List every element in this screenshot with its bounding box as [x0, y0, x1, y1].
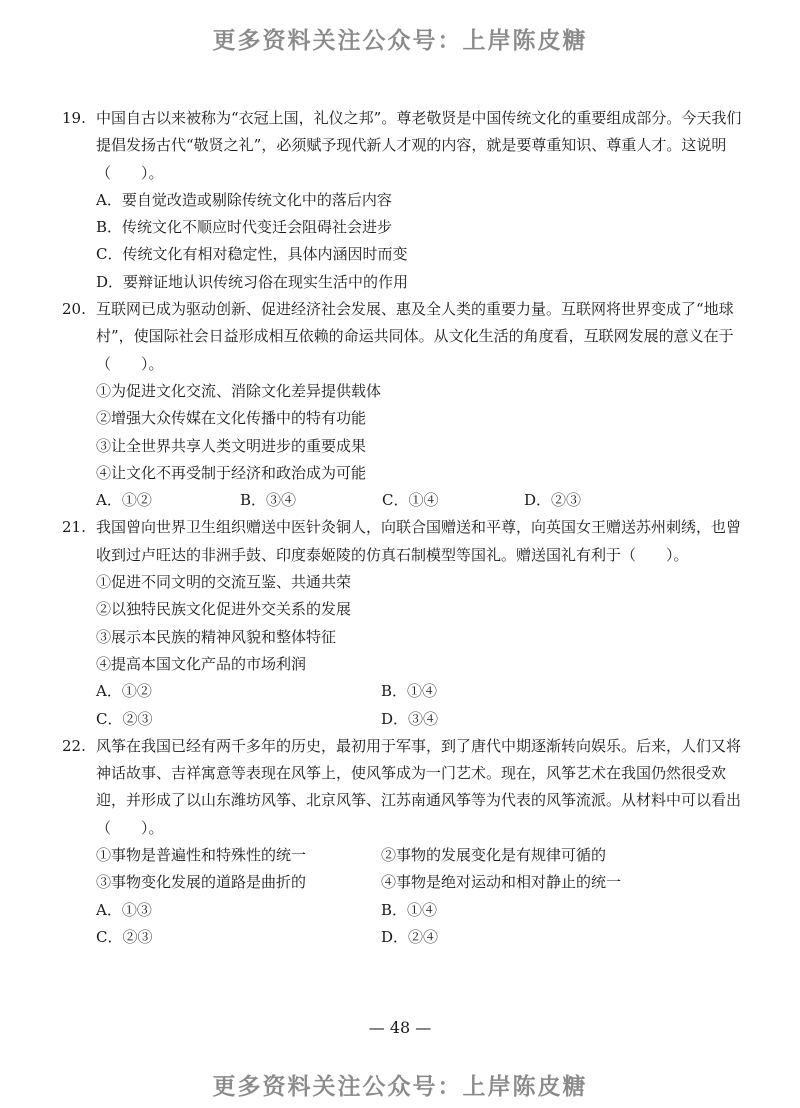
options-row [96, 924, 752, 951]
watermark-top: 更多资料关注公众号：上岸陈皮糖 [212, 28, 588, 54]
question-list [62, 105, 752, 951]
options-row [96, 487, 752, 514]
options-row [96, 897, 752, 924]
statement-1: ①促进不同文明的交流互鉴、共通共荣 [96, 573, 352, 592]
option-d: D．要辩证地认识传统习俗在现实生活中的作用 [96, 272, 409, 291]
options-row [96, 678, 752, 705]
statement-2: ②事物的发展变化是有规律可循的 [381, 846, 607, 865]
option-a: A．①③ [96, 900, 152, 919]
option-a: A．①② [96, 491, 152, 510]
statement-3: ③事物变化发展的道路是曲折的 [96, 873, 307, 892]
question-stem: 我国曾向世界卫生组织赠送中医针灸铜人，向联合国赠送和平尊，向英国女王赠送苏州刺绣，也曾收到过卢旺达的非洲手鼓、印度泰姬陵的仿真石制模型等国礼。赠送国礼有利于（ ）。 [96, 518, 742, 564]
option-c: C．②③ [96, 927, 153, 946]
option-b: B．传统文化不顺应时代变迁会阻碍社会进步 [96, 218, 393, 237]
statements-row [96, 842, 752, 869]
statement-2: ②以独特民族文化促进外交关系的发展 [96, 600, 352, 619]
question-stem: 互联网已成为驱动创新、促进经济社会发展、惠及全人类的重要力量。互联网将世界变成了“地球村”，使国际社会日益形成相互依赖的命运共同体。从文化生活的角度看，互联网发展的意义在于（ ）。 [96, 300, 734, 373]
statements-row [96, 869, 752, 896]
option-a: A．①② [96, 682, 152, 701]
option-b: B．①④ [381, 682, 438, 701]
question-19 [62, 105, 752, 296]
question-number: 21. [62, 518, 86, 537]
question-22 [62, 733, 752, 951]
option-d: D．②④ [381, 927, 439, 946]
option-c: C．传统文化有相对稳定性，具体内涵因时而变 [96, 245, 408, 264]
option-c: C．②③ [96, 709, 153, 728]
option-c: C．①④ [382, 491, 439, 510]
question-stem: 中国自古以来被称为“衣冠上国，礼仪之邦”。尊老敬贤是中国传统文化的重要组成部分。今天我们提倡发扬古代“敬贤之礼”，必须赋予现代新人才观的内容，就是要尊重知识、尊重人才。这说明（ ）。 [96, 109, 742, 182]
question-number: 20. [62, 300, 86, 319]
option-b: B．③④ [240, 491, 297, 510]
question-20 [62, 296, 752, 514]
question-stem: 风筝在我国已经有两千多年的历史，最初用于军事，到了唐代中期逐渐转向娱乐。后来，人们又将神话故事、吉祥寓意等表现在风筝上，使风筝成为一门艺术。现在，风筝艺术在我国仍然很受欢迎，并形成了以山东潍坊风筝、北京风筝、江苏南通风筝等为代表的风筝流派。从材料中可以看出（ ）。 [96, 736, 742, 837]
statement-3: ③让全世界共享人类文明进步的重要成果 [96, 436, 367, 455]
statement-1: ①事物是普遍性和特殊性的统一 [96, 846, 307, 865]
statement-2: ②增强大众传媒在文化传播中的特有功能 [96, 409, 367, 428]
statement-4: ④事物是绝对运动和相对静止的统一 [381, 873, 622, 892]
option-a: A．要自觉改造或剔除传统文化中的落后内容 [96, 190, 392, 209]
options-row [96, 706, 752, 733]
option-d: D．③④ [381, 709, 439, 728]
statement-1: ①为促进文化交流、消除文化差异提供载体 [96, 381, 382, 400]
statement-4: ④让文化不再受制于经济和政治成为可能 [96, 463, 367, 482]
statement-4: ④提高本国文化产品的市场利润 [96, 654, 307, 673]
question-number: 19. [62, 109, 86, 127]
watermark-bottom: 更多资料关注公众号：上岸陈皮糖 [212, 1074, 588, 1100]
option-b: B．①④ [381, 900, 438, 919]
page-number: — 48 — [368, 1018, 432, 1037]
question-number: 22. [62, 736, 86, 755]
option-d: D．②③ [524, 491, 582, 510]
statement-3: ③展示本民族的精神风貌和整体特征 [96, 627, 337, 646]
question-21 [62, 514, 752, 732]
